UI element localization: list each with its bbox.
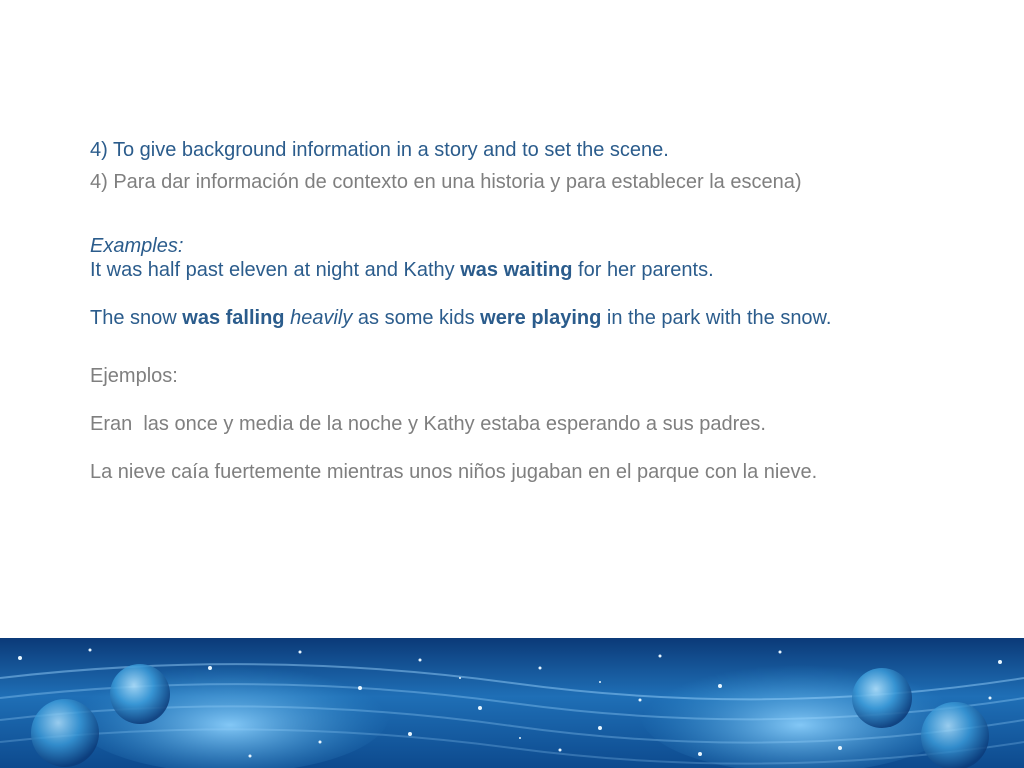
- ornament-ball-icon: [921, 702, 989, 768]
- example2-verb-1: was falling: [182, 307, 285, 329]
- ornament-ball-icon: [31, 699, 99, 767]
- example2-verb-2: were playing: [480, 307, 602, 329]
- glow-right: [640, 653, 960, 768]
- ejemplos-label: Ejemplos:: [90, 365, 178, 387]
- examples-label: Examples:: [90, 235, 184, 257]
- example2-text-a: The snow: [90, 307, 183, 329]
- ejemplo-sentence-1: Eran las once y media de la noche y Kathy estaba esperando a sus padres.: [90, 413, 766, 435]
- ornament-ball-icon: [852, 668, 912, 728]
- decorative-footer-band: [0, 638, 1024, 768]
- ejemplo-sentence-2: La nieve caía fuertemente mientras unos niños jugaban en el parque con la nieve.: [90, 461, 818, 483]
- example1-text-b: for her parents.: [572, 259, 714, 281]
- heading-english: 4) To give background information in a story and to set the scene.: [90, 139, 669, 161]
- example2-text-d: in the park with the snow.: [601, 307, 832, 329]
- example2-text-c: as some kids: [352, 307, 481, 329]
- heading-spanish: 4) Para dar información de contexto en una historia y para establecer la escena): [90, 171, 802, 193]
- example-sentence-1: [90, 258, 714, 282]
- example1-verb: was waiting: [460, 259, 573, 281]
- ornament-ball-icon: [110, 664, 170, 724]
- example2-adverb: heavily: [290, 307, 353, 329]
- example-sentence-2: [90, 306, 831, 330]
- example1-text-a: It was half past eleven at night and Kathy: [90, 259, 461, 281]
